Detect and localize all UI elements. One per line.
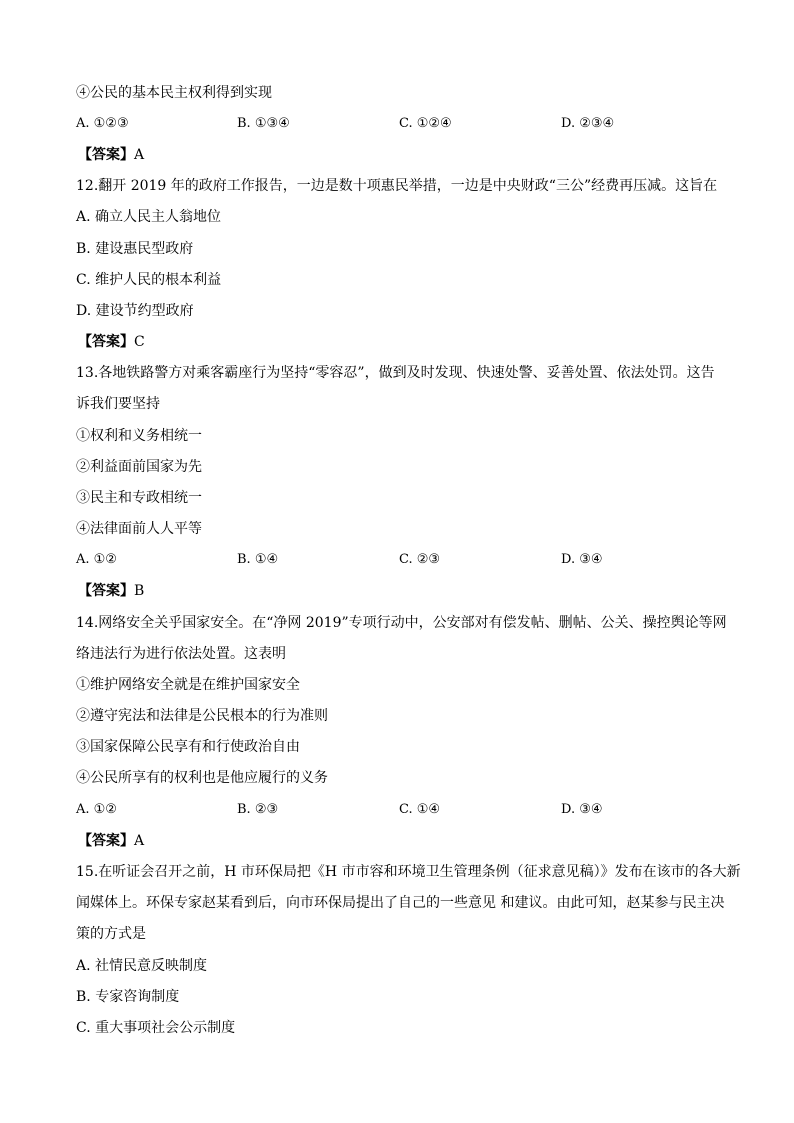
q12-stem: 12.翻开 2019 年的政府工作报告，一边是数十项惠民举措，一边是中央财政“三公”经费再压减。这旨在 [76, 178, 718, 194]
q13-item-4: ④法律面前人人平等 [76, 521, 202, 537]
q14-answer-label: 【答案】 [78, 833, 134, 849]
q13-item-1: ①权利和义务相统一 [76, 428, 202, 444]
q15-stem-line-2: 闻媒体上。环保专家赵某看到后，向市环保局提出了自己的一些意见 和建议。由此可知，赵某参与民主决 [76, 895, 725, 911]
q13-stem-line-1: 13.各地铁路警方对乘客霸座行为坚持“零容忍”，做到及时发现、快速处警、妥善处置、依法处罚。这告 [76, 365, 715, 381]
q14-options [76, 801, 736, 819]
q13-answer-label: 【答案】 [78, 583, 134, 599]
q11-options [76, 115, 736, 133]
q11-answer [78, 146, 144, 164]
q13-option-d: D. ③④ [561, 552, 603, 567]
q13-stem-line-2: 诉我们要坚持 [76, 396, 160, 412]
q11-answer-value: A [134, 147, 145, 163]
q15-option-c: C. 重大事项社会公示制度 [76, 1020, 236, 1036]
q11-option-c: C. ①②④ [399, 116, 452, 131]
q11-option-a: A. ①②③ [76, 116, 129, 131]
q14-item-1: ①维护网络安全就是在维护国家安全 [76, 677, 300, 693]
q11-answer-label: 【答案】 [78, 147, 134, 163]
q14-option-b: B. ②③ [237, 802, 279, 817]
q13-options [76, 551, 736, 569]
q15-stem-line-3: 策的方式是 [76, 926, 146, 942]
q14-stem-line-1: 14.网络安全关乎国家安全。在“净网 2019”专项行动中，公安部对有偿发帖、删帖、公关、操控舆论等网 [76, 615, 727, 631]
q13-option-b: B. ①④ [237, 552, 279, 567]
q12-option-a: A. 确立人民主人翁地位 [76, 209, 222, 225]
q15-stem-line-1: 15.在听证会召开之前，H 市环保局把《H 市市容和环境卫生管理条例（征求意见稿）》发布在该市的各大新 [76, 864, 741, 880]
q13-option-a: A. ①② [76, 552, 117, 567]
q12-answer-label: 【答案】 [78, 334, 134, 350]
q14-answer [78, 832, 144, 850]
q14-stem-line-2: 络违法行为进行依法处置。这表明 [76, 646, 286, 662]
q12-answer-value: C [134, 334, 145, 350]
q14-answer-value: A [134, 833, 145, 849]
q14-option-a: A. ①② [76, 802, 117, 817]
q12-answer [78, 333, 145, 351]
q12-option-c: C. 维护人民的根本利益 [76, 272, 222, 288]
q11-option-b: B. ①③④ [237, 116, 290, 131]
q11-item-4: ④公民的基本民主权利得到实现 [76, 85, 272, 101]
q13-answer-value: B [134, 583, 145, 599]
q14-item-3: ③国家保障公民享有和行使政治自由 [76, 739, 300, 755]
q12-option-b: B. 建设惠民型政府 [76, 241, 194, 257]
q13-item-2: ②利益面前国家为先 [76, 459, 202, 475]
q14-option-c: C. ①④ [399, 802, 441, 817]
q15-option-a: A. 社情民意反映制度 [76, 958, 208, 974]
q14-option-d: D. ③④ [561, 802, 603, 817]
q11-option-d: D. ②③④ [561, 116, 615, 131]
q13-option-c: C. ②③ [399, 552, 441, 567]
q14-item-2: ②遵守宪法和法律是公民根本的行为准则 [76, 708, 328, 724]
q13-item-3: ③民主和专政相统一 [76, 490, 202, 506]
q14-item-4: ④公民所享有的权利也是他应履行的义务 [76, 770, 328, 786]
q15-option-b: B. 专家咨询制度 [76, 989, 180, 1005]
q12-option-d: D. 建设节约型政府 [76, 303, 194, 319]
q13-answer [78, 582, 144, 600]
